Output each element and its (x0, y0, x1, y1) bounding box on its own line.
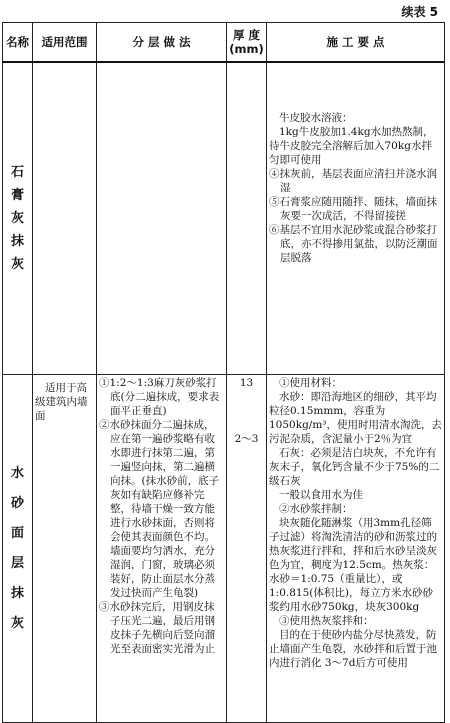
table-row-water-sand-plaster (3, 375, 445, 723)
table-header-row (3, 23, 445, 63)
thickness-value: 13 (239, 377, 254, 389)
cell-thickness (227, 62, 267, 375)
cell-requirements (267, 375, 445, 723)
header-name: 名称 (3, 23, 33, 63)
requirement-item: ②水砂浆拌制： (279, 503, 353, 515)
cell-name (3, 62, 33, 375)
header-method: 分 层 做 法 (97, 23, 227, 63)
thickness-value: 2～3 (234, 433, 259, 445)
method-step: ③水砂抹完后，用钢皮抹子压光二遍，最后用钢皮抹子先横向后竖向溜光至表面密实光滑为止 (99, 601, 215, 655)
requirement-item: 目的在于使砂内盐分尽快蒸发，防止墙面产生龟裂，水砂拌和后置于池内进行消化 3～7d后方可使用 (269, 629, 437, 669)
method-step: ②水砂抹面分二遍抹成，应在第一遍砂浆略有收水即进行抹第二遍，第一遍竖向抹，第二遍横向抹。(抹水砂前，底子灰如有缺陷应修补完整，待墙干燥一致方能进行水砂抹面，否则将会使其表面颜色不均。墙面要均匀洒水，充分湿润，门窗，玻璃必须装好，防止面层水分蒸发过快而产生龟裂) (99, 419, 220, 599)
requirement-item: ⑤石膏浆应随用随拌、随抹，墙面抹灰要一次成活，不得留接搓 (269, 196, 437, 222)
requirement-item: 牛皮胶水溶液： (279, 112, 353, 124)
continued-table-label: 续表 5 (401, 5, 438, 19)
cell-scope (33, 62, 97, 375)
name-char: 面 (10, 526, 24, 541)
cell-requirements (267, 62, 445, 375)
scope-text: 适用于高级建筑内墙面 (35, 382, 88, 422)
requirement-item: 石灰：必须是洁白块灰，不允许有灰末子，氧化钙含量不少于75%的二级石灰 (269, 447, 440, 487)
header-thickness (227, 23, 267, 63)
header-thickness-line2: (mm) (229, 42, 264, 56)
requirement-item: ⑥基层不宜用水泥砂浆或混合砂浆打底，亦不得掺用氯盐，以防泛潮面层脱落 (269, 224, 438, 264)
name-char: 灰 (10, 616, 24, 631)
name-char: 膏 (10, 188, 24, 203)
cell-scope (33, 375, 97, 723)
header-requirements: 施 工 要 点 (267, 23, 445, 63)
header-thickness-line1: 厚 度 (232, 28, 260, 42)
requirement-item: 一般以食用水为佳 (279, 489, 363, 501)
requirement-item: ③使用热灰浆拌和： (279, 615, 374, 627)
name-char: 砂 (10, 496, 24, 511)
header-scope: 适用范围 (33, 23, 97, 63)
name-char: 抹 (10, 586, 24, 601)
name-char: 层 (10, 556, 24, 571)
requirement-item: ④抹灰前，基层表面应清扫并浇水润湿 (269, 168, 437, 194)
name-char: 石 (10, 165, 24, 180)
requirement-item: 水砂：即沿海地区的细砂，其平均粒径0.15mmm，容重为1050kg/m³，使用时用清水淘洗，去污泥杂质，含泥量小于2％为宜 (269, 391, 443, 445)
cell-thickness (227, 375, 267, 723)
construction-table (2, 22, 445, 723)
name-char: 灰 (10, 257, 24, 272)
method-step: ①1:2～1:3麻刀灰砂浆打底(分二遍抹成，要求表面平正垂直) (99, 377, 220, 417)
requirement-item: 1kg牛皮胶加1.4kg水加热熬制，待牛皮胶完全溶解后加入70kg水拌匀即可使用 (269, 126, 434, 166)
cell-method (97, 375, 227, 723)
table-row-gypsum-plaster (3, 62, 445, 375)
cell-name (3, 375, 33, 723)
name-char: 抹 (10, 234, 24, 249)
cell-method (97, 62, 227, 375)
name-char: 灰 (10, 211, 24, 226)
requirement-item: 块灰随化随淋浆（用3mm孔径筛子过滤）将淘洗清洁的砂和沥浆过的热灰浆进行拌和，拌和后水砂呈淡灰色为宜，稠度为12.5cm。热灰浆：水砂＝1:0.75（重量比），或1:0.815(体积比)，每立方米水砂砂浆约用水砂750kg，块灰300kg (269, 517, 437, 613)
requirement-item: ①使用材料： (279, 377, 342, 389)
name-char: 水 (10, 466, 24, 481)
